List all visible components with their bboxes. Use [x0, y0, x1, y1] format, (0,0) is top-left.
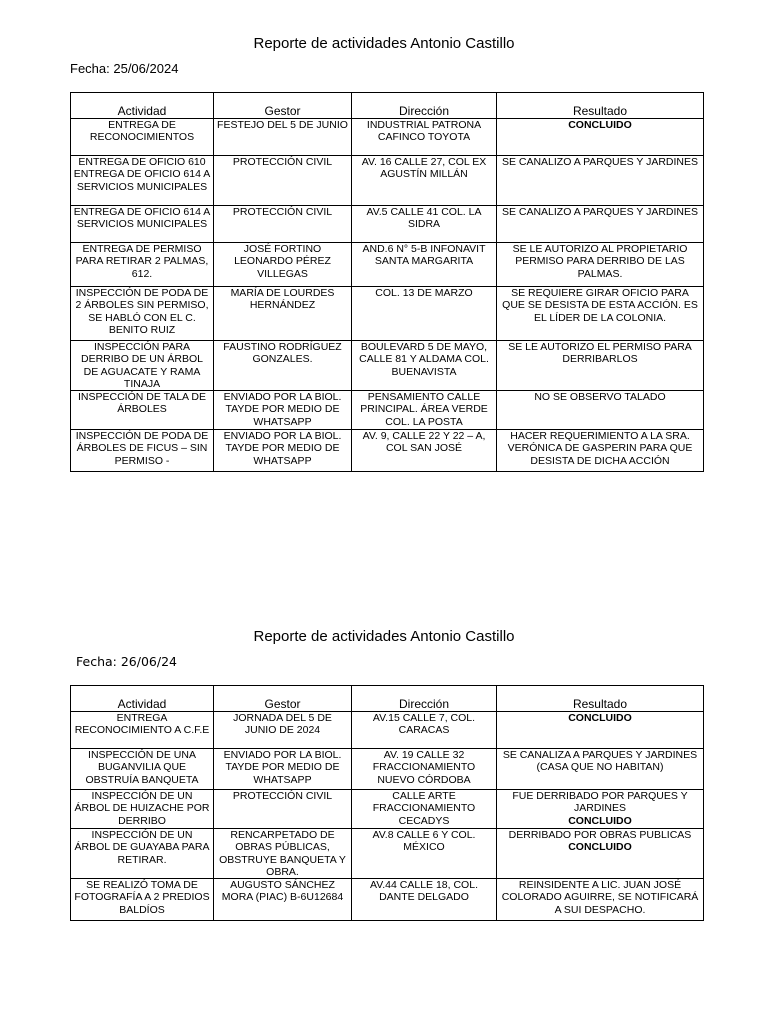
table-row: [71, 749, 704, 790]
cell-actividad: INSPECCIÓN DE UN ÁRBOL DE GUAYABA PARA RETIRAR.: [71, 829, 214, 879]
cell-direccion: AV.5 CALLE 41 COL. LA SIDRA: [352, 206, 497, 243]
cell-actividad: INSPECCIÓN DE UN ÁRBOL DE HUIZACHE POR DERRIBO: [71, 790, 214, 829]
resultado-text: SE REQUIERE GIRAR OFICIO PARA QUE SE DESISTA DE ESTA ACCIÓN. ES EL LÍDER DE LA COLONIA.: [502, 287, 698, 324]
activity-table: [70, 92, 704, 472]
resultado-status: CONCLUIDO: [568, 814, 632, 827]
cell-direccion: CALLE ARTE FRACCIONAMIENTO CECADYS: [352, 790, 497, 829]
cell-gestor: FESTEJO DEL 5 DE JUNIO: [214, 119, 352, 156]
header-direccion: Dirección: [352, 686, 497, 712]
table-header-row: [71, 686, 704, 712]
table-row: [71, 243, 704, 287]
report-date: Fecha: 26/06/24: [76, 654, 177, 669]
cell-resultado: [497, 430, 704, 472]
table-row: [71, 829, 704, 879]
cell-direccion: PENSAMIENTO CALLE PRINCIPAL. ÁREA VERDE COL. LA POSTA: [352, 391, 497, 430]
cell-gestor: PROTECCIÓN CIVIL: [214, 790, 352, 829]
header-actividad: Actividad: [71, 686, 214, 712]
table-row: [71, 790, 704, 829]
table-row: [71, 287, 704, 341]
cell-gestor: FAUSTINO RODRÍGUEZ GONZALES.: [214, 341, 352, 391]
cell-gestor: JOSÉ FORTINO LEONARDO PÉREZ VILLEGAS: [214, 243, 352, 287]
header-resultado: Resultado: [497, 686, 704, 712]
cell-actividad: ENTREGA DE RECONOCIMIENTOS: [71, 119, 214, 156]
report-title: Reporte de actividades Antonio Castillo: [253, 35, 515, 52]
cell-gestor: AUGUSTO SÁNCHEZ MORA (PIAC) B-6U12684: [214, 879, 352, 921]
cell-resultado: [497, 391, 704, 430]
resultado-text: REINSIDENTE A LIC. JUAN JOSÉ COLORADO AGUIRRE, SE NOTIFICARÁ A SUI DESPACHO.: [501, 879, 699, 916]
resultado-text: HACER REQUERIMIENTO A LA SRA. VERÓNICA DE GASPERIN PARA QUE DESISTA DE DICHA ACCIÓN: [507, 430, 693, 467]
table-row: [71, 156, 704, 206]
table-row: [71, 206, 704, 243]
report-date: Fecha: 25/06/2024: [70, 61, 179, 76]
header-resultado: Resultado: [497, 93, 704, 119]
cell-resultado: [497, 879, 704, 921]
report-title: Reporte de actividades Antonio Castillo: [253, 628, 515, 645]
table-row: [71, 430, 704, 472]
table-row: [71, 879, 704, 921]
cell-actividad: ENTREGA DE OFICIO 610 ENTREGA DE OFICIO 614 A SERVICIOS MUNICIPALES: [71, 156, 214, 206]
cell-actividad: INSPECCIÓN PARA DERRIBO DE UN ÁRBOL DE AGUACATE Y RAMA TINAJA: [71, 341, 214, 391]
resultado-text: SE CANALIZA A PARQUES Y JARDINES (CASA QUE NO HABITAN): [502, 749, 698, 774]
cell-resultado: [497, 712, 704, 749]
cell-direccion: AV.44 CALLE 18, COL. DANTE DELGADO: [352, 879, 497, 921]
cell-resultado: [497, 829, 704, 879]
cell-resultado: [497, 243, 704, 287]
cell-resultado: [497, 341, 704, 391]
cell-resultado: [497, 206, 704, 243]
cell-direccion: AV.15 CALLE 7, COL. CARACAS: [352, 712, 497, 749]
cell-gestor: ENVIADO POR LA BIOL. TAYDE POR MEDIO DE WHATSAPP: [214, 749, 352, 790]
cell-gestor: JORNADA DEL 5 DE JUNIO DE 2024: [214, 712, 352, 749]
table-row: [71, 119, 704, 156]
cell-actividad: ENTREGA DE PERMISO PARA RETIRAR 2 PALMAS, 612.: [71, 243, 214, 287]
table-row: [71, 341, 704, 391]
header-actividad: Actividad: [71, 93, 214, 119]
cell-actividad: INSPECCIÓN DE PODA DE ÁRBOLES DE FICUS – SIN PERMISO -: [71, 430, 214, 472]
resultado-status: CONCLUIDO: [568, 119, 632, 131]
cell-gestor: PROTECCIÓN CIVIL: [214, 206, 352, 243]
cell-gestor: MARÍA DE LOURDES HERNÁNDEZ: [214, 287, 352, 341]
cell-direccion: COL. 13 DE MARZO: [352, 287, 497, 341]
header-gestor: Gestor: [214, 93, 352, 119]
cell-gestor: ENVIADO POR LA BIOL. TAYDE POR MEDIO DE WHATSAPP: [214, 430, 352, 472]
header-direccion: Dirección: [352, 93, 497, 119]
table-row: [71, 712, 704, 749]
resultado-text: FUE DERRIBADO POR PARQUES Y JARDINES: [512, 790, 688, 815]
cell-actividad: INSPECCIÓN DE UNA BUGANVILIA QUE OBSTRUÍA BANQUETA: [71, 749, 214, 790]
cell-direccion: AV. 19 CALLE 32 FRACCIONAMIENTO NUEVO CÓRDOBA: [352, 749, 497, 790]
cell-direccion: INDUSTRIAL PATRONA CAFINCO TOYOTA: [352, 119, 497, 156]
cell-resultado: [497, 749, 704, 790]
cell-direccion: AV. 16 CALLE 27, COL EX AGUSTÍN MILLÁN: [352, 156, 497, 206]
cell-actividad: ENTREGA RECONOCIMIENTO A C.F.E: [71, 712, 214, 749]
cell-resultado: [497, 156, 704, 206]
cell-gestor: ENVIADO POR LA BIOL. TAYDE POR MEDIO DE WHATSAPP: [214, 391, 352, 430]
header-gestor: Gestor: [214, 686, 352, 712]
table-row: [71, 391, 704, 430]
cell-resultado: [497, 119, 704, 156]
cell-actividad: SE REALIZÓ TOMA DE FOTOGRAFÍA A 2 PREDIOS BALDÍOS: [71, 879, 214, 921]
resultado-text: DERRIBADO POR OBRAS PUBLICAS: [508, 829, 692, 841]
resultado-status: CONCLUIDO: [568, 712, 632, 724]
cell-gestor: PROTECCIÓN CIVIL: [214, 156, 352, 206]
cell-resultado: [497, 790, 704, 829]
resultado-text: SE CANALIZO A PARQUES Y JARDINES: [501, 206, 699, 218]
resultado-text: SE CANALIZO A PARQUES Y JARDINES: [501, 156, 699, 168]
activity-table: [70, 685, 704, 921]
resultado-text: SE LE AUTORIZO AL PROPIETARIO PERMISO PARA DERRIBO DE LAS PALMAS.: [512, 243, 688, 280]
cell-direccion: AV. 9, CALLE 22 Y 22 – A, COL SAN JOSÉ: [352, 430, 497, 472]
resultado-text: SE LE AUTORIZO EL PERMISO PARA DERRIBARLOS: [508, 341, 692, 366]
cell-resultado: [497, 287, 704, 341]
table-header-row: [71, 93, 704, 119]
cell-direccion: AV.8 CALLE 6 Y COL. MÉXICO: [352, 829, 497, 879]
cell-actividad: ENTREGA DE OFICIO 614 A SERVICIOS MUNICIPALES: [71, 206, 214, 243]
cell-actividad: INSPECCIÓN DE PODA DE 2 ÁRBOLES SIN PERMISO, SE HABLÓ CON EL C. BENITO RUIZ: [71, 287, 214, 341]
cell-actividad: INSPECCIÓN DE TALA DE ÁRBOLES: [71, 391, 214, 430]
cell-direccion: AND.6 N° 5-B INFONAVIT SANTA MARGARITA: [352, 243, 497, 287]
resultado-status: CONCLUIDO: [568, 841, 632, 854]
cell-direccion: BOULEVARD 5 DE MAYO, CALLE 81 Y ALDAMA COL. BUENAVISTA: [352, 341, 497, 391]
cell-gestor: RENCARPETADO DE OBRAS PÚBLICAS, OBSTRUYE BANQUETA Y OBRA.: [214, 829, 352, 879]
resultado-text: NO SE OBSERVO TALADO: [534, 391, 666, 404]
